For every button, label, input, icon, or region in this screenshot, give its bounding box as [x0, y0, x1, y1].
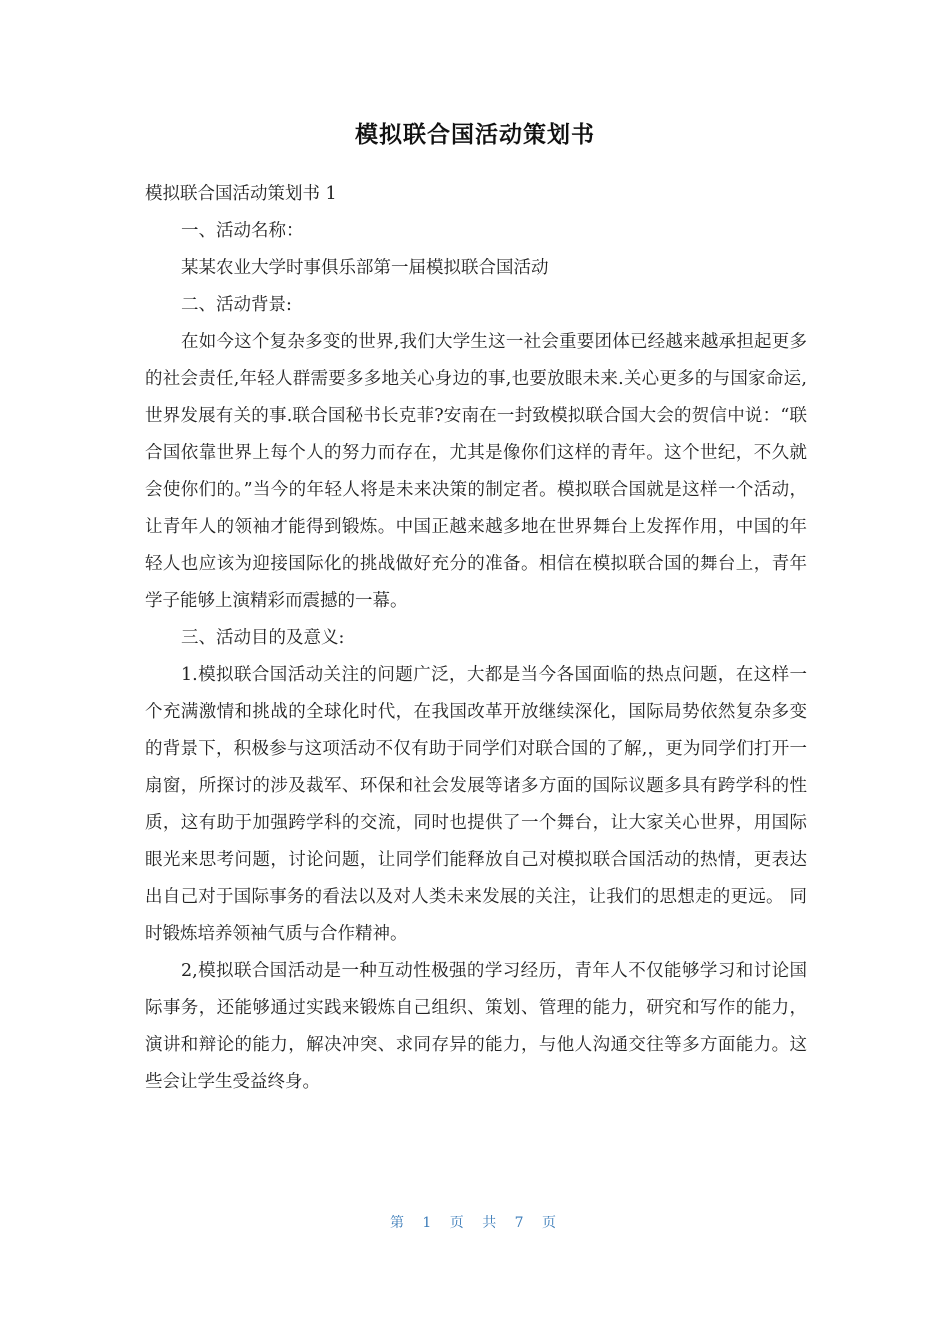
- section-heading-purpose: 三、活动目的及意义:: [181, 628, 345, 648]
- purpose-paragraph-1: 1.模拟联合国活动关注的问题广泛，大都是当今各国面临的热点问题，在这样一个充满激情和挑战的全球化时代，在我国改革开放继续深化，国际局势依然复杂多变的背景下，积极参与这项活动不仅有助于同学们对联合国的了解,，更为同学们打开一扇窗，所探讨的涉及裁军、环保和社会发展等诸多方面的国际议题多具有跨学科的性质，这有助于加强跨学科的交流，同时也提供了一个舞台，让大家关心世界，用国际眼光来思考问题，讨论问题，让同学们能释放自己对模拟联合国活动的热情，更表达出自己对于国际事务的看法以及对人类未来发展的关注，让我们的思想走的更远。 同时锻炼培养领袖气质与合作精神。: [145, 665, 807, 944]
- section-heading-background: 二、活动背景:: [181, 295, 292, 315]
- document-subtitle: 模拟联合国活动策划书 1: [145, 184, 337, 204]
- purpose-paragraph-2: 2,模拟联合国活动是一种互动性极强的学习经历，青年人不仅能够学习和讨论国际事务，还能够通过实践来锻炼自己组织、策划、管理的能力，研究和写作的能力，演讲和辩论的能力，解决冲突、求同存异的能力，与他人沟通交往等多方面能力。这些会让学生受益终身。: [145, 961, 807, 1092]
- document-body: [145, 176, 807, 1101]
- page-number-footer: 第 1 页 共 7 页: [389, 1215, 561, 1231]
- document-title: 模拟联合国活动策划书: [355, 122, 595, 148]
- section-heading-name: 一、活动名称：: [181, 221, 304, 241]
- activity-name: 某某农业大学时事俱乐部第一届模拟联合国活动: [181, 258, 549, 278]
- background-paragraph: 在如今这个复杂多变的世界,我们大学生这一社会重要团体已经越来越承担起更多的社会责任,年轻人群需要多多地关心身边的事,也要放眼未来.关心更多的与国家命运,世界发展有关的事.联合国秘书长克菲?安南在一封致模拟联合国大会的贺信中说：“联合国依靠世界上每个人的努力而存在，尤其是像你们这样的青年。这个世纪，不久就会使你们的。”当今的年轻人将是未来决策的制定者。模拟联合国就是这样一个活动，让青年人的领袖才能得到锻炼。中国正越来越多地在世界舞台上发挥作用，中国的年轻人也应该为迎接国际化的挑战做好充分的准备。相信在模拟联合国的舞台上，青年学子能够上演精彩而震撼的一幕。: [145, 332, 807, 611]
